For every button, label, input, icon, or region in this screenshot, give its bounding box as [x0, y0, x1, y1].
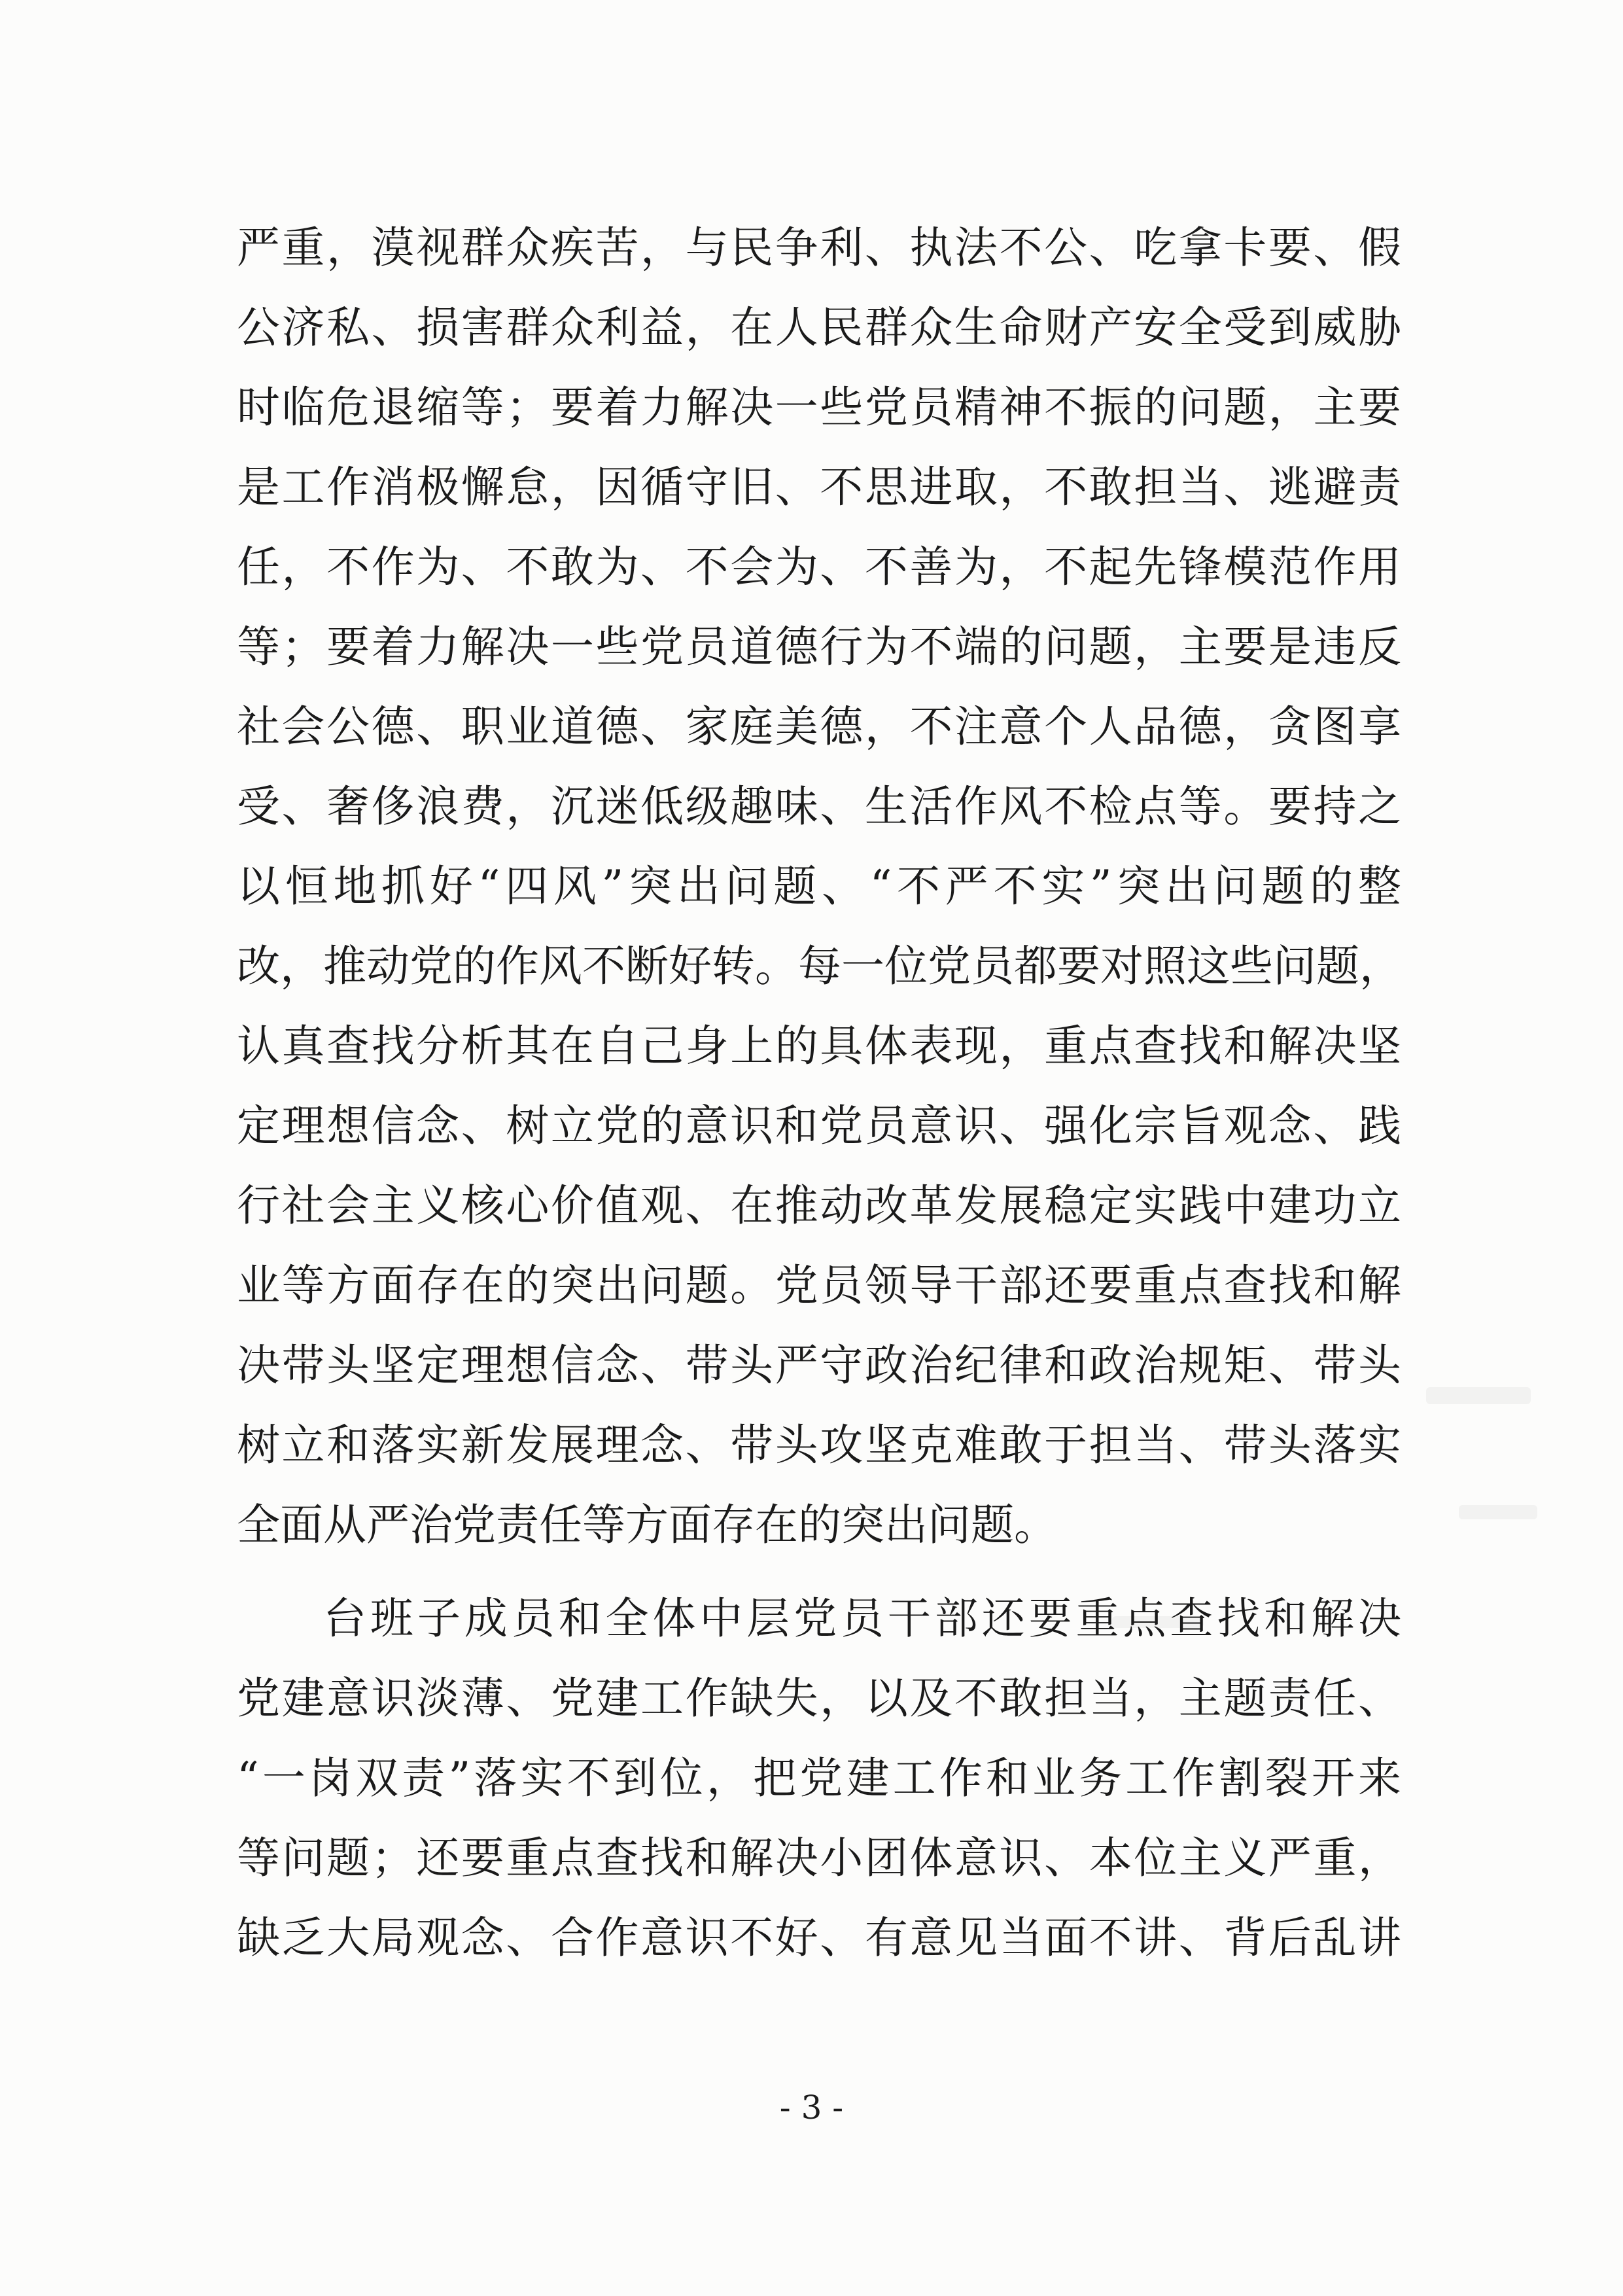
- body-text: [237, 208, 1401, 1978]
- text-line: 树立和落实新发展理念、带头攻坚克难敢于担当、带头落实: [237, 1420, 1401, 1470]
- scan-bleed-mark: [1426, 1387, 1531, 1404]
- page-number: - 3 -: [779, 2089, 844, 2127]
- text-line: 社会公德、职业道德、家庭美德，不注意个人品德，贪图享: [237, 701, 1401, 752]
- text-line: 全面从严治党责任等方面存在的突出问题。: [237, 1500, 1057, 1550]
- text-line: 以恒地抓好“四风”突出问题、“不严不实”突出问题的整: [237, 861, 1401, 911]
- text-line: 任，不作为、不敢为、不会为、不善为，不起先锋模范作用: [237, 542, 1401, 592]
- text-line: 时临危退缩等；要着力解决一些党员精神不振的问题，主要: [237, 382, 1401, 433]
- text-line: 台班子成员和全体中层党员干部还要重点查找和解决: [323, 1593, 1401, 1644]
- text-line: 缺乏大局观念、合作意识不好、有意见当面不讲、背后乱讲: [237, 1913, 1401, 1963]
- paragraph-2: [237, 1579, 1401, 1978]
- text-line: 决带头坚定理想信念、带头严守政治纪律和政治规矩、带头: [237, 1340, 1401, 1390]
- text-line: 是工作消极懈怠，因循守旧、不思进取，不敢担当、逃避责: [237, 462, 1401, 512]
- text-line: 等问题；还要重点查找和解决小团体意识、本位主义严重，: [237, 1833, 1401, 1883]
- text-line: 改，推动党的作风不断好转。每一位党员都要对照这些问题，: [237, 941, 1403, 991]
- text-line: 定理想信念、树立党的意识和党员意识、强化宗旨观念、践: [237, 1101, 1401, 1151]
- text-line: 等；要着力解决一些党员道德行为不端的问题，主要是违反: [237, 622, 1401, 672]
- paragraph-1: [237, 208, 1401, 1565]
- text-line: 行社会主义核心价值观、在推动改革发展稳定实践中建功立: [237, 1180, 1401, 1231]
- scan-bleed-mark: [1459, 1505, 1537, 1519]
- text-line: “一岗双责”落实不到位，把党建工作和业务工作割裂开来: [237, 1753, 1401, 1803]
- paragraph-gap: [237, 1565, 1401, 1579]
- text-line: 受、奢侈浪费，沉迷低级趣味、生活作风不检点等。要持之: [237, 781, 1401, 832]
- text-line: 党建意识淡薄、党建工作缺失，以及不敢担当，主题责任、: [237, 1673, 1401, 1723]
- text-line: 认真查找分析其在自己身上的具体表现，重点查找和解决坚: [237, 1021, 1401, 1071]
- text-line: 业等方面存在的突出问题。党员领导干部还要重点查找和解: [237, 1260, 1401, 1311]
- text-line: 严重，漠视群众疾苦，与民争利、执法不公、吃拿卡要、假: [237, 222, 1401, 273]
- text-line: 公济私、损害群众利益，在人民群众生命财产安全受到威胁: [237, 302, 1401, 353]
